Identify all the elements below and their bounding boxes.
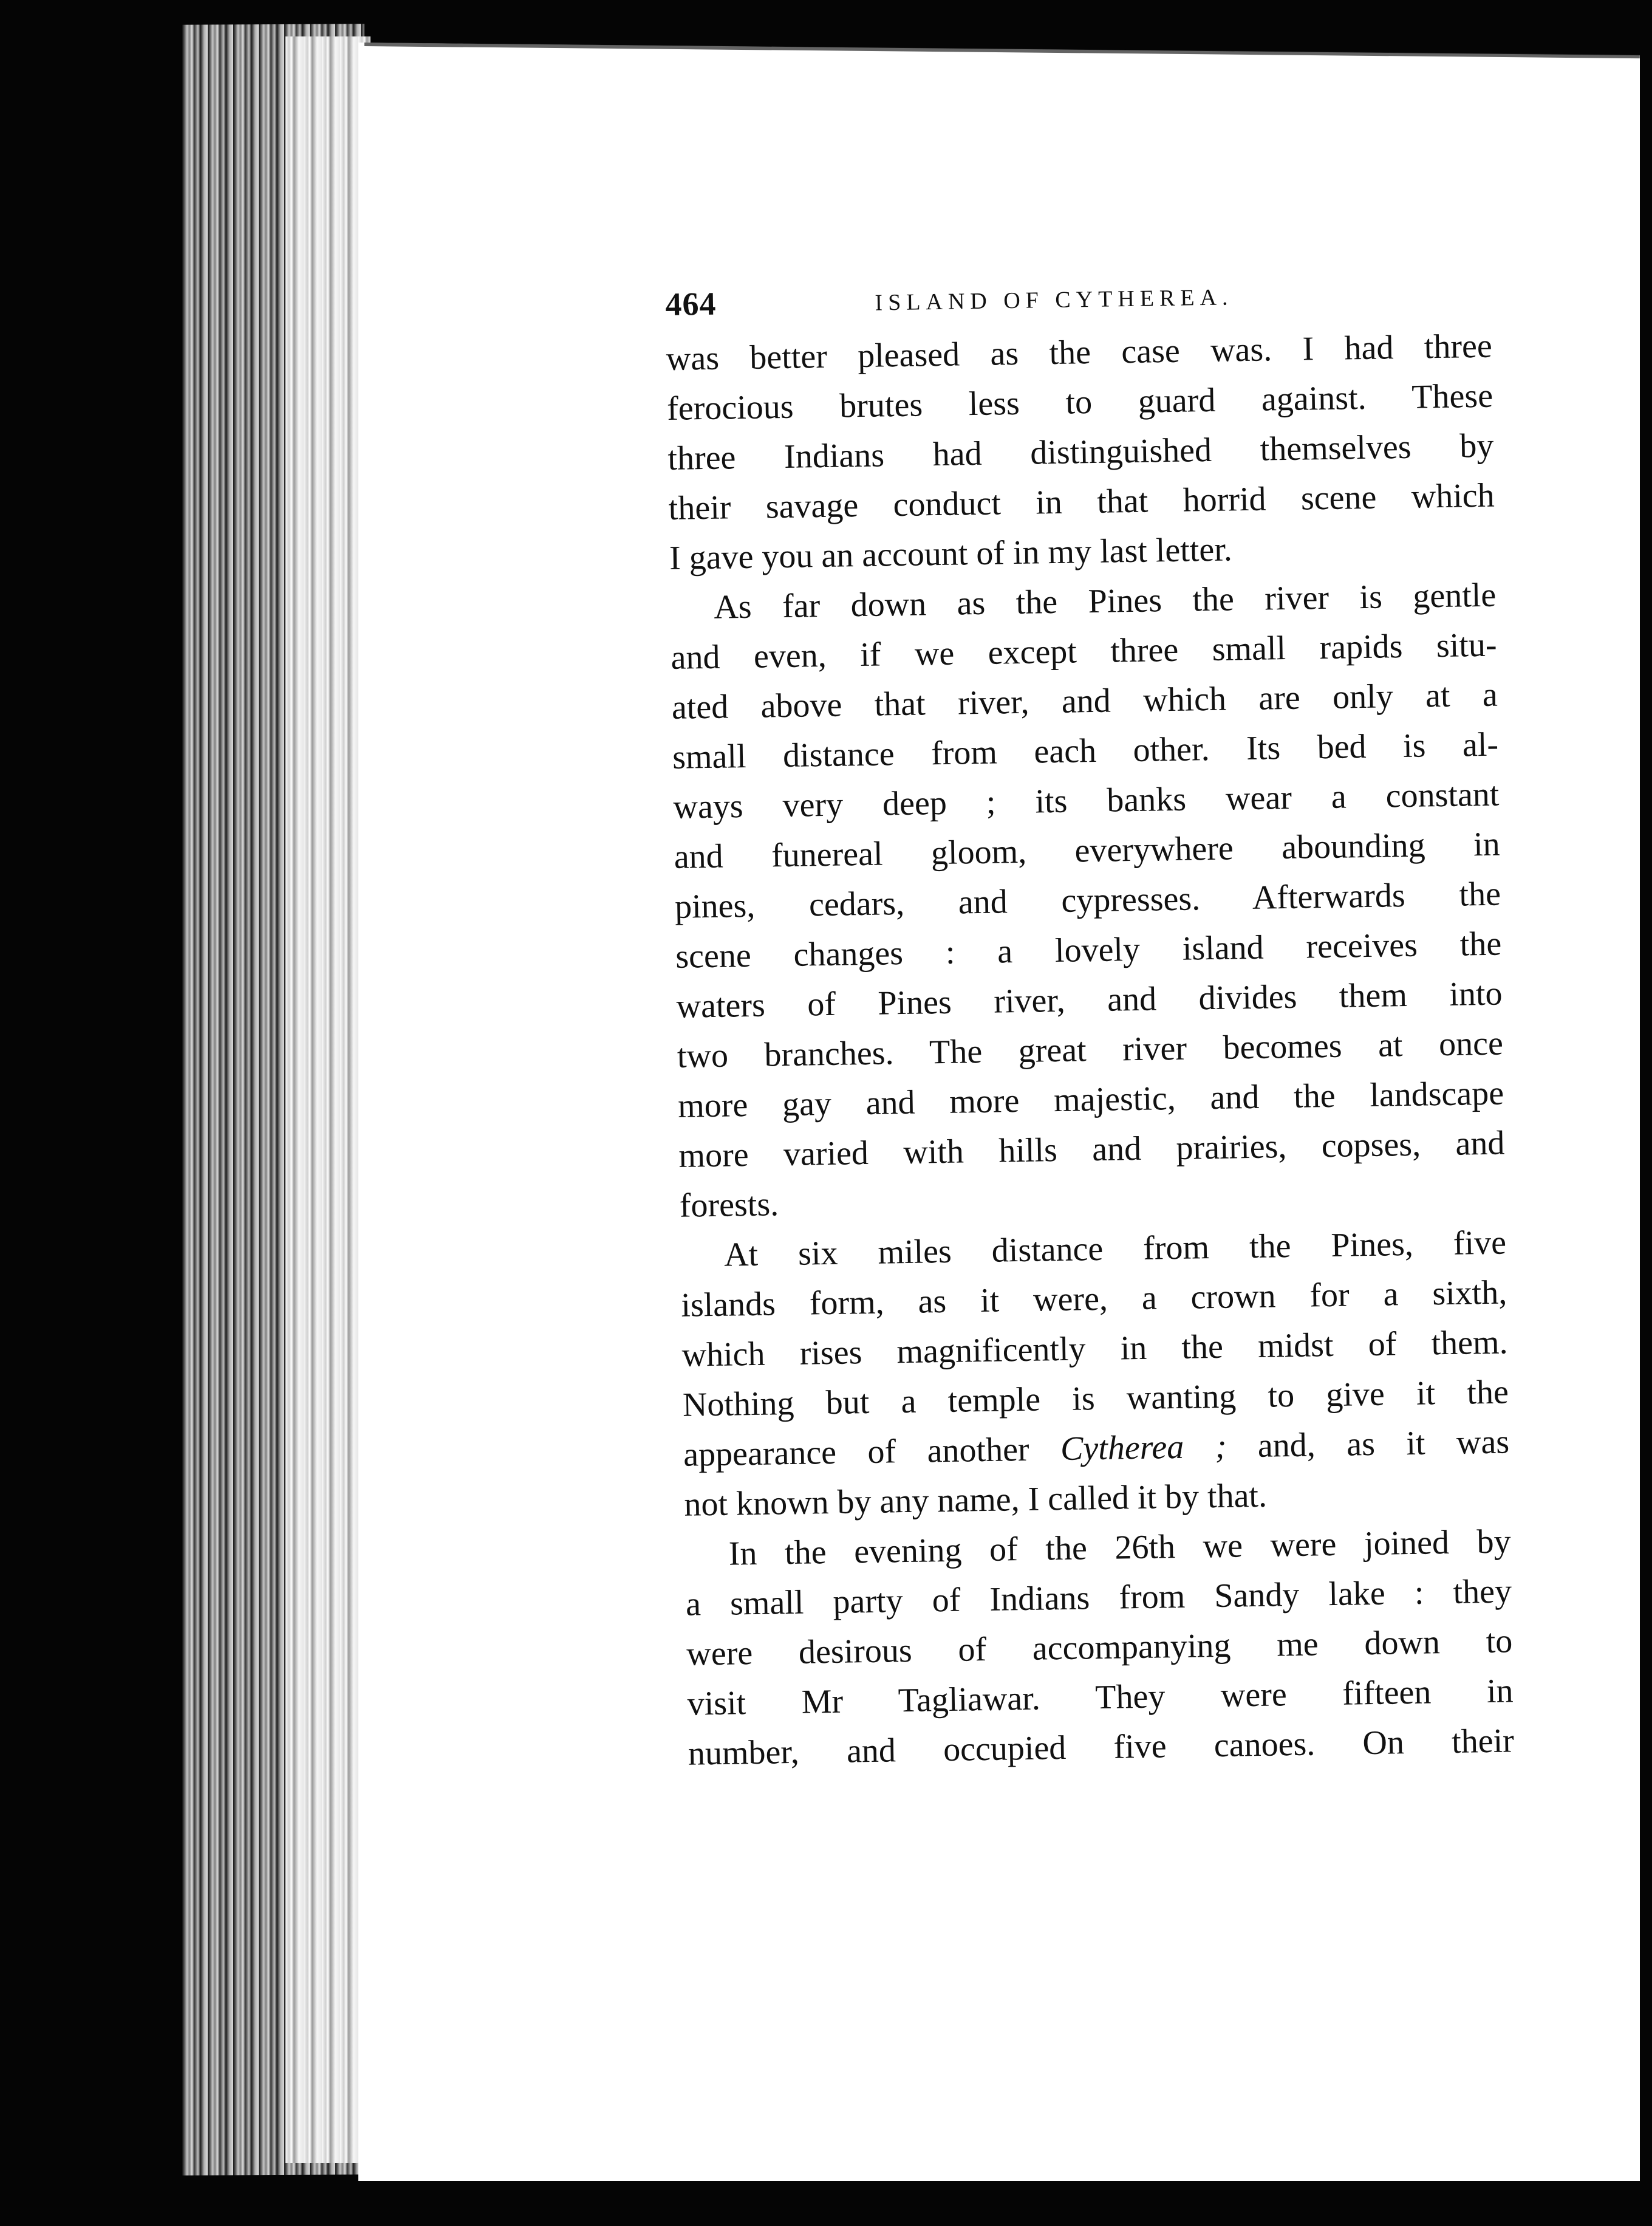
text-line: three Indians had distinguished themselves by xyxy=(667,426,1494,478)
text-line: were desirous of accompanying me down to xyxy=(686,1622,1513,1673)
text-line: was better pleased as the case was. I had three xyxy=(666,327,1493,378)
text-line: more varied with hills and prairies, copses, and xyxy=(678,1124,1505,1175)
body-text-continued xyxy=(684,1467,1539,1779)
text-line: waters of Pines river, and divides them into xyxy=(676,974,1503,1026)
text-line: I gave you an account of in my last letter. xyxy=(669,530,1233,577)
text-line: two branches. The great river becomes at once xyxy=(677,1024,1504,1075)
text-line: a small party of Indians from Sandy lake : they xyxy=(685,1572,1512,1623)
text-segment: and, as it was xyxy=(1226,1423,1510,1465)
text-segment: appearance of another xyxy=(683,1430,1061,1474)
text-line: ways very deep ; its banks wear a constant xyxy=(673,775,1500,826)
text-line: pines, cedars, and cypresses. Afterwards the xyxy=(674,875,1501,926)
text-line: At six miles distance from the Pines, five xyxy=(723,1224,1507,1274)
text-line: forests. xyxy=(679,1185,779,1225)
text-line: and funereal gloom, everywhere abounding in xyxy=(674,825,1501,876)
page-number: 464 xyxy=(665,285,717,323)
text-line: more gay and more majestic, and the landscape xyxy=(677,1074,1504,1125)
text-line: visit Mr Tagliawar. They were fifteen in xyxy=(687,1672,1514,1723)
text-line: and even, if we except three small rapids situ- xyxy=(671,626,1497,677)
page-text-block xyxy=(665,272,1538,1779)
text-line: not known by any name, I called it by that. xyxy=(684,1476,1268,1524)
italic-word-cytherea: Cytherea ; xyxy=(1060,1427,1227,1468)
text-line: scene changes : a lovely island receives the xyxy=(675,925,1502,976)
text-line: small distance from each other. Its bed is al- xyxy=(672,725,1499,776)
running-title: ISLAND OF CYTHEREA. xyxy=(875,284,1234,316)
text-line: Nothing but a temple is wanting to give it the xyxy=(682,1373,1509,1424)
page-fore-edge xyxy=(285,36,370,2163)
text-line: ated above that river, and which are only at a xyxy=(671,676,1498,727)
body-text xyxy=(666,321,1533,1430)
text-line: ferocious brutes less to guard against. These xyxy=(666,377,1493,428)
text-line: As far down as the Pines the river is gentle xyxy=(713,576,1497,626)
text-line: In the evening of the 26th we were joined by xyxy=(728,1522,1512,1573)
text-line: their savage conduct in that horrid scene which xyxy=(668,476,1495,527)
text-line: islands form, as it were, a crown for a sixth, xyxy=(680,1273,1507,1324)
text-line: which rises magnificently in the midst of them. xyxy=(681,1323,1508,1374)
text-line: number, and occupied five canoes. On their xyxy=(688,1722,1515,1773)
